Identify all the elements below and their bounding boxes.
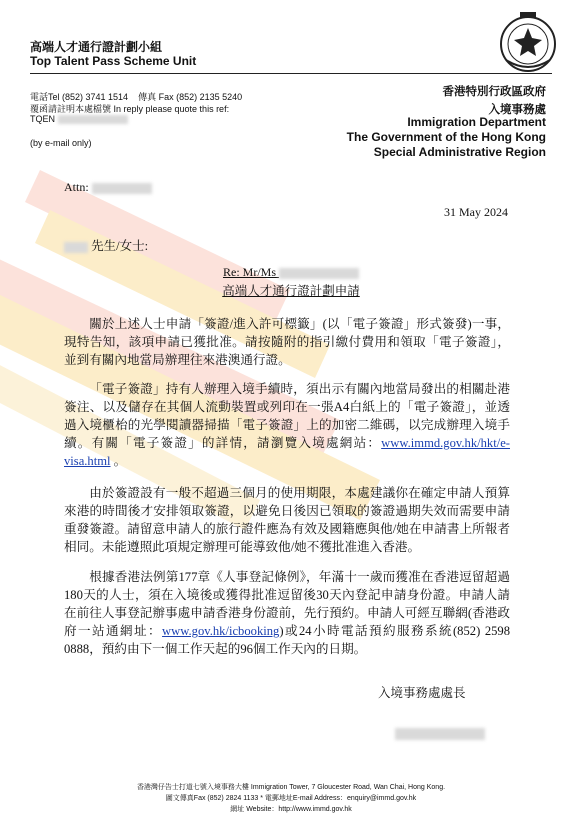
hksar-crest-icon (498, 10, 558, 78)
paragraph-registration-text: 根據香港法例第177章《人事登記條例》，年滿十一歲而獲准在香港逗留超過180天的人士，須在入境後或獲得批准逗留後30天內登記申請身份證。申請人請在前往人事登記辦事處申請香港身份證前，先行預約。申請人可經互聯網(香港政府一站通網址： (64, 570, 510, 638)
department-line-4: The Government of the Hong Kong (346, 130, 546, 144)
footer-fax-email: 圖文傳真Fax (852) 2824 1133 * 電郵地址E-mail Address：enquiry@immd.gov.hk (165, 795, 417, 802)
salutation (64, 236, 148, 254)
icbooking-link[interactable]: www.gov.hk/icbooking (162, 624, 280, 638)
delivery-method: (by e-mail only) (30, 138, 92, 148)
redacted-attention (92, 183, 152, 194)
telephone-number: 電話Tel (852) 3741 1514 (30, 92, 129, 102)
reference-prefix: TQEN (30, 114, 56, 124)
attention-label: Attn: (64, 180, 89, 194)
department-line-5: Special Administrative Region (373, 145, 546, 159)
redacted-signature (395, 728, 485, 740)
letter-date: 31 May 2024 (444, 205, 508, 219)
redacted-applicant (279, 268, 359, 279)
redacted-name (64, 242, 88, 253)
reference-number (30, 114, 128, 124)
paragraph-e-visa-end: 。 (110, 454, 127, 468)
reference-instruction: 覆函請註明本處檔號 In reply please quote this ref: (30, 104, 230, 114)
unit-name-chinese: 高端人才通行證計劃小組 (30, 40, 163, 54)
footer-address: 香港灣仔告士打道七號入境事務大樓 Immigration Tower, 7 Gloucester Road, Wan Chai, Hong Kong. (136, 784, 446, 791)
paragraph-registration (64, 568, 510, 658)
redacted-reference (58, 115, 128, 124)
salutation-text: 先生/女士: (91, 239, 149, 253)
fax-number: 傳真 Fax (852) 2135 5240 (138, 92, 243, 102)
footer-website: 網址 Website：http://www.immd.gov.hk (230, 806, 352, 813)
signatory-title: 入境事務處處長 (378, 686, 466, 700)
header-divider (30, 73, 552, 74)
letter-subject: 高端人才通行證計劃申請 (222, 284, 360, 298)
re-line (0, 265, 582, 280)
paragraph-approval: 關於上述人士申請「簽證/進入許可標籤」(以「電子簽證」形式簽發)一事，現特告知，該項申請已獲批准。請按隨附的指引繳付費用和領取「電子簽證」，並到有關內地當局辦理往來港澳通行證。 (64, 317, 510, 367)
re-label: Re: Mr/Ms (222, 265, 276, 279)
paragraph-registration-end: )或24小時電話預約服務系統(852) 2598 0888，預約由下一個工作天起的96個工作天內的日期。 (64, 624, 511, 656)
department-line-2: 入境事務處 (488, 104, 546, 116)
department-line-1: 香港特別行政區政府 (442, 86, 546, 98)
unit-name-english: Top Talent Pass Scheme Unit (30, 54, 197, 68)
attention-line (64, 180, 152, 195)
paragraph-e-visa-text: 「電子簽證」持有人辦理入境手續時，須出示有關內地當局發出的相關赴港簽注、以及儲存在其個人流動裝置或列印在一張A4白紙上的「電子簽證」，並透過入境櫃枱的光學閱讀器掃描「電子簽證」上的加密二維碼，以完成辦理入境手續。有關「電子簽證」的詳情，請瀏覽入境處網站： (64, 382, 510, 450)
paragraph-e-visa (64, 380, 510, 470)
department-line-3: Immigration Department (407, 115, 546, 129)
e-visa-link[interactable]: www.immd.gov.hk/hkt/e-visa.html (64, 436, 510, 468)
paragraph-validity: 由於簽證設有一般不超過三個月的使用期限，本處建議你在確定申請人預算來港的時間後才安排領取簽證，以避免日後因已領取的簽證過期失效而需要申請重發簽證。請留意申請人的旅行證件應為有效及國籍應與他/她在申請書上所報者相同。未能遵照此項規定辦理可能導致他/她不獲批准進入香港。 (64, 486, 510, 554)
